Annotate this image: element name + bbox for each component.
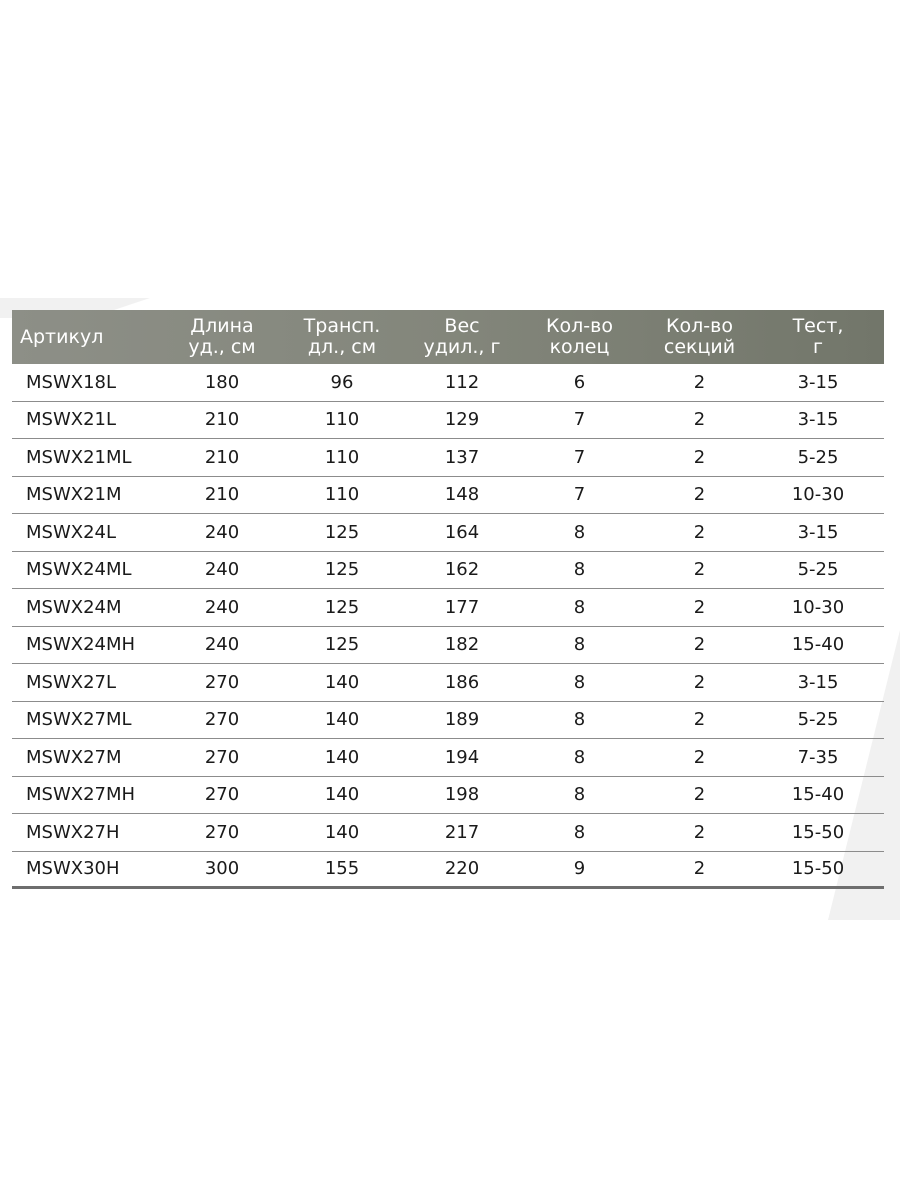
cell-transport-length: 140: [324, 746, 360, 768]
header-article: Артикул: [20, 325, 104, 348]
table-row: [12, 402, 884, 440]
cell-sections: 2: [693, 484, 706, 506]
spec-table: [12, 310, 884, 889]
table-row: [12, 702, 884, 740]
cell-transport-length: 125: [324, 596, 360, 618]
table-row: [12, 852, 884, 890]
cell-article: MSWX27M: [26, 746, 122, 768]
cell-article: MSWX30H: [26, 858, 120, 880]
cell-sections: 2: [693, 821, 706, 843]
cell-length: 240: [204, 559, 240, 581]
cell-test: 5-25: [797, 709, 839, 731]
table-row: [12, 814, 884, 852]
cell-transport-length: 125: [324, 559, 360, 581]
cell-test: 10-30: [791, 484, 845, 506]
cell-rings: 8: [573, 709, 586, 731]
cell-rings: 8: [573, 671, 586, 693]
cell-transport-length: 125: [324, 634, 360, 656]
cell-sections: 2: [693, 596, 706, 618]
cell-length: 270: [204, 784, 240, 806]
table-row: [12, 439, 884, 477]
cell-article: MSWX27ML: [26, 709, 132, 731]
cell-rings: 8: [573, 559, 586, 581]
cell-weight: 186: [444, 671, 480, 693]
cell-transport-length: 140: [324, 821, 360, 843]
cell-article: MSWX24L: [26, 521, 117, 543]
cell-article: MSWX21L: [26, 409, 117, 431]
cell-weight: 162: [444, 559, 480, 581]
cell-sections: 2: [693, 409, 706, 431]
cell-length: 270: [204, 821, 240, 843]
cell-length: 240: [204, 634, 240, 656]
cell-article: MSWX24M: [26, 596, 122, 618]
cell-test: 3-15: [797, 371, 839, 393]
cell-transport-length: 140: [324, 784, 360, 806]
cell-transport-length: 140: [324, 709, 360, 731]
cell-length: 270: [204, 671, 240, 693]
table-row: [12, 777, 884, 815]
cell-weight: 198: [444, 784, 480, 806]
cell-sections: 2: [693, 446, 706, 468]
cell-transport-length: 125: [324, 521, 360, 543]
cell-test: 10-30: [791, 596, 845, 618]
cell-length: 270: [204, 709, 240, 731]
cell-test: 3-15: [797, 671, 839, 693]
cell-test: 5-25: [797, 446, 839, 468]
cell-rings: 6: [573, 371, 586, 393]
header-transport-length: Трансп. дл., см: [303, 315, 381, 358]
cell-length: 180: [204, 371, 240, 393]
cell-rings: 8: [573, 521, 586, 543]
cell-weight: 189: [444, 709, 480, 731]
cell-article: MSWX27H: [26, 821, 120, 843]
cell-test: 15-50: [791, 821, 845, 843]
cell-test: 3-15: [797, 409, 839, 431]
cell-sections: 2: [693, 746, 706, 768]
cell-rings: 8: [573, 596, 586, 618]
cell-weight: 164: [444, 521, 480, 543]
header-sections: Кол-во секций: [663, 315, 736, 358]
table-row: [12, 739, 884, 777]
cell-test: 15-50: [791, 858, 845, 880]
header-rings: Кол-во колец: [546, 315, 613, 358]
cell-transport-length: 155: [324, 858, 360, 880]
cell-test: 7-35: [797, 746, 839, 768]
cell-test: 15-40: [791, 784, 845, 806]
cell-article: MSWX18L: [26, 371, 117, 393]
cell-length: 300: [204, 858, 240, 880]
cell-sections: 2: [693, 709, 706, 731]
table-row: [12, 514, 884, 552]
table-row: [12, 627, 884, 665]
cell-sections: 2: [693, 559, 706, 581]
header-weight: Вес удил., г: [423, 315, 501, 358]
table-header: [12, 310, 884, 364]
cell-weight: 129: [444, 409, 480, 431]
cell-weight: 217: [444, 821, 480, 843]
cell-length: 240: [204, 521, 240, 543]
cell-sections: 2: [693, 784, 706, 806]
table-body: [12, 364, 884, 889]
cell-test: 3-15: [797, 521, 839, 543]
cell-length: 210: [204, 446, 240, 468]
cell-test: 15-40: [791, 634, 845, 656]
cell-rings: 7: [573, 446, 586, 468]
cell-article: MSWX24ML: [26, 559, 132, 581]
cell-weight: 137: [444, 446, 480, 468]
cell-sections: 2: [693, 858, 706, 880]
cell-sections: 2: [693, 634, 706, 656]
cell-article: MSWX27L: [26, 671, 117, 693]
cell-weight: 182: [444, 634, 480, 656]
cell-transport-length: 110: [324, 409, 360, 431]
cell-weight: 220: [444, 858, 480, 880]
cell-test: 5-25: [797, 559, 839, 581]
cell-weight: 177: [444, 596, 480, 618]
cell-transport-length: 110: [324, 446, 360, 468]
table-row: [12, 589, 884, 627]
cell-article: MSWX21M: [26, 484, 122, 506]
table-row: [12, 552, 884, 590]
table-row: [12, 364, 884, 402]
cell-transport-length: 140: [324, 671, 360, 693]
cell-rings: 8: [573, 634, 586, 656]
cell-article: MSWX24MH: [26, 634, 136, 656]
table-row: [12, 664, 884, 702]
cell-length: 270: [204, 746, 240, 768]
cell-weight: 112: [444, 371, 480, 393]
cell-sections: 2: [693, 521, 706, 543]
cell-article: MSWX21ML: [26, 446, 132, 468]
cell-length: 210: [204, 484, 240, 506]
cell-transport-length: 110: [324, 484, 360, 506]
cell-length: 210: [204, 409, 240, 431]
cell-rings: 7: [573, 409, 586, 431]
cell-weight: 194: [444, 746, 480, 768]
cell-rings: 7: [573, 484, 586, 506]
cell-transport-length: 96: [330, 371, 354, 393]
cell-sections: 2: [693, 671, 706, 693]
cell-length: 240: [204, 596, 240, 618]
cell-rings: 9: [573, 858, 586, 880]
header-test: Тест, г: [792, 315, 844, 358]
header-length: Длина уд., см: [188, 315, 256, 358]
cell-rings: 8: [573, 821, 586, 843]
cell-rings: 8: [573, 784, 586, 806]
table-row: [12, 477, 884, 515]
cell-article: MSWX27MH: [26, 784, 136, 806]
cell-rings: 8: [573, 746, 586, 768]
cell-weight: 148: [444, 484, 480, 506]
cell-sections: 2: [693, 371, 706, 393]
